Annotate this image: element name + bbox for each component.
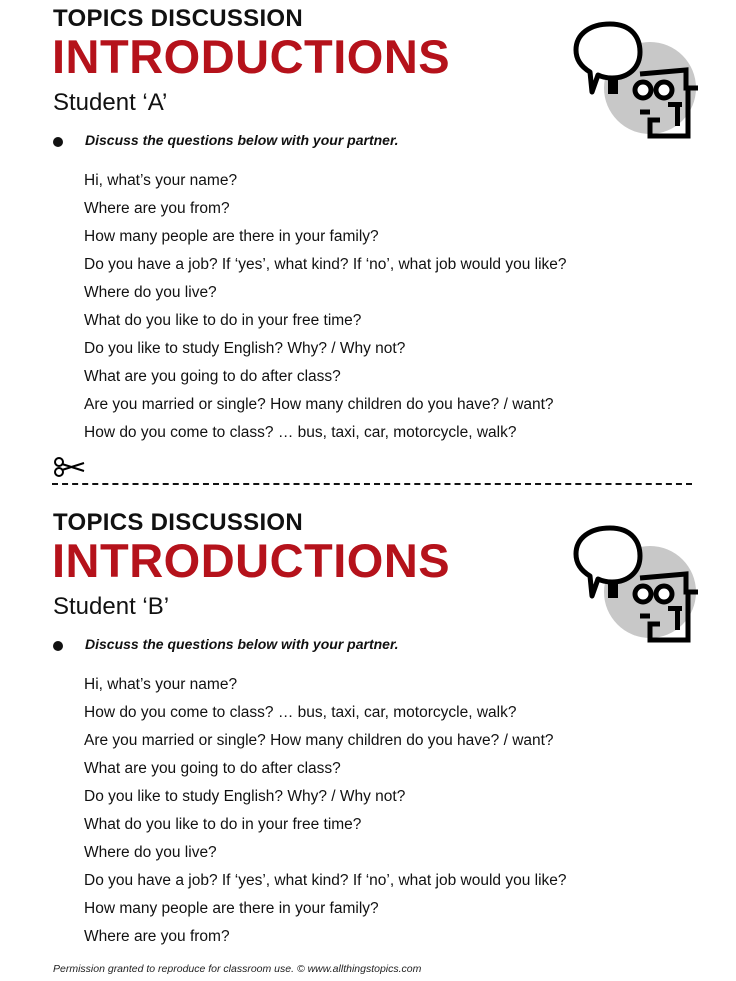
question-text: Hi, what’s your name? bbox=[84, 172, 238, 189]
question-text: How many people are there in your family? bbox=[84, 228, 379, 245]
question-text: How many people are there in your family? bbox=[84, 900, 379, 917]
bullet-icon bbox=[53, 641, 63, 651]
question-text: Are you married or single? How many children do you have? / want? bbox=[84, 732, 554, 749]
question-text: How do you come to class? … bus, taxi, car, motorcycle, walk? bbox=[84, 704, 517, 721]
instruction-text: Discuss the questions below with your partner. bbox=[85, 636, 399, 652]
question-text: Are you married or single? How many children do you have? / want? bbox=[84, 396, 554, 413]
dashed-divider bbox=[52, 483, 692, 485]
question-text: Do you like to study English? Why? / Why not? bbox=[84, 340, 406, 357]
question-text: Where do you live? bbox=[84, 284, 217, 301]
section-header: TOPICS DISCUSSION bbox=[53, 5, 304, 32]
bullet-icon bbox=[53, 137, 63, 147]
scissors-icon bbox=[52, 455, 86, 479]
question-text: What are you going to do after class? bbox=[84, 760, 341, 777]
speech-bubble-face-icon bbox=[570, 16, 702, 144]
question-text: Do you have a job? If ‘yes’, what kind? If ‘no’, what job would you like? bbox=[84, 872, 567, 889]
page-title: INTRODUCTIONS bbox=[52, 534, 451, 587]
question-text: How do you come to class? … bus, taxi, car, motorcycle, walk? bbox=[84, 424, 517, 441]
question-text: Where are you from? bbox=[84, 928, 230, 945]
question-text: Do you like to study English? Why? / Why not? bbox=[84, 788, 406, 805]
page-title: INTRODUCTIONS bbox=[52, 30, 451, 83]
question-text: Where do you live? bbox=[84, 844, 217, 861]
question-text: What do you like to do in your free time? bbox=[84, 816, 362, 833]
instruction-text: Discuss the questions below with your partner. bbox=[85, 132, 399, 148]
question-text: Hi, what’s your name? bbox=[84, 676, 238, 693]
question-text: Do you have a job? If ‘yes’, what kind? If ‘no’, what job would you like? bbox=[84, 256, 567, 273]
question-text: What are you going to do after class? bbox=[84, 368, 341, 385]
cut-line bbox=[52, 455, 692, 495]
footer-permission: Permission granted to reproduce for classroom use. © www.allthingstopics.com bbox=[53, 963, 422, 975]
student-label: Student ‘A’ bbox=[53, 89, 168, 116]
question-text: What do you like to do in your free time? bbox=[84, 312, 362, 329]
speech-bubble-face-icon bbox=[570, 520, 702, 648]
section-header: TOPICS DISCUSSION bbox=[53, 509, 304, 536]
student-label: Student ‘B’ bbox=[53, 593, 170, 620]
question-text: Where are you from? bbox=[84, 200, 230, 217]
